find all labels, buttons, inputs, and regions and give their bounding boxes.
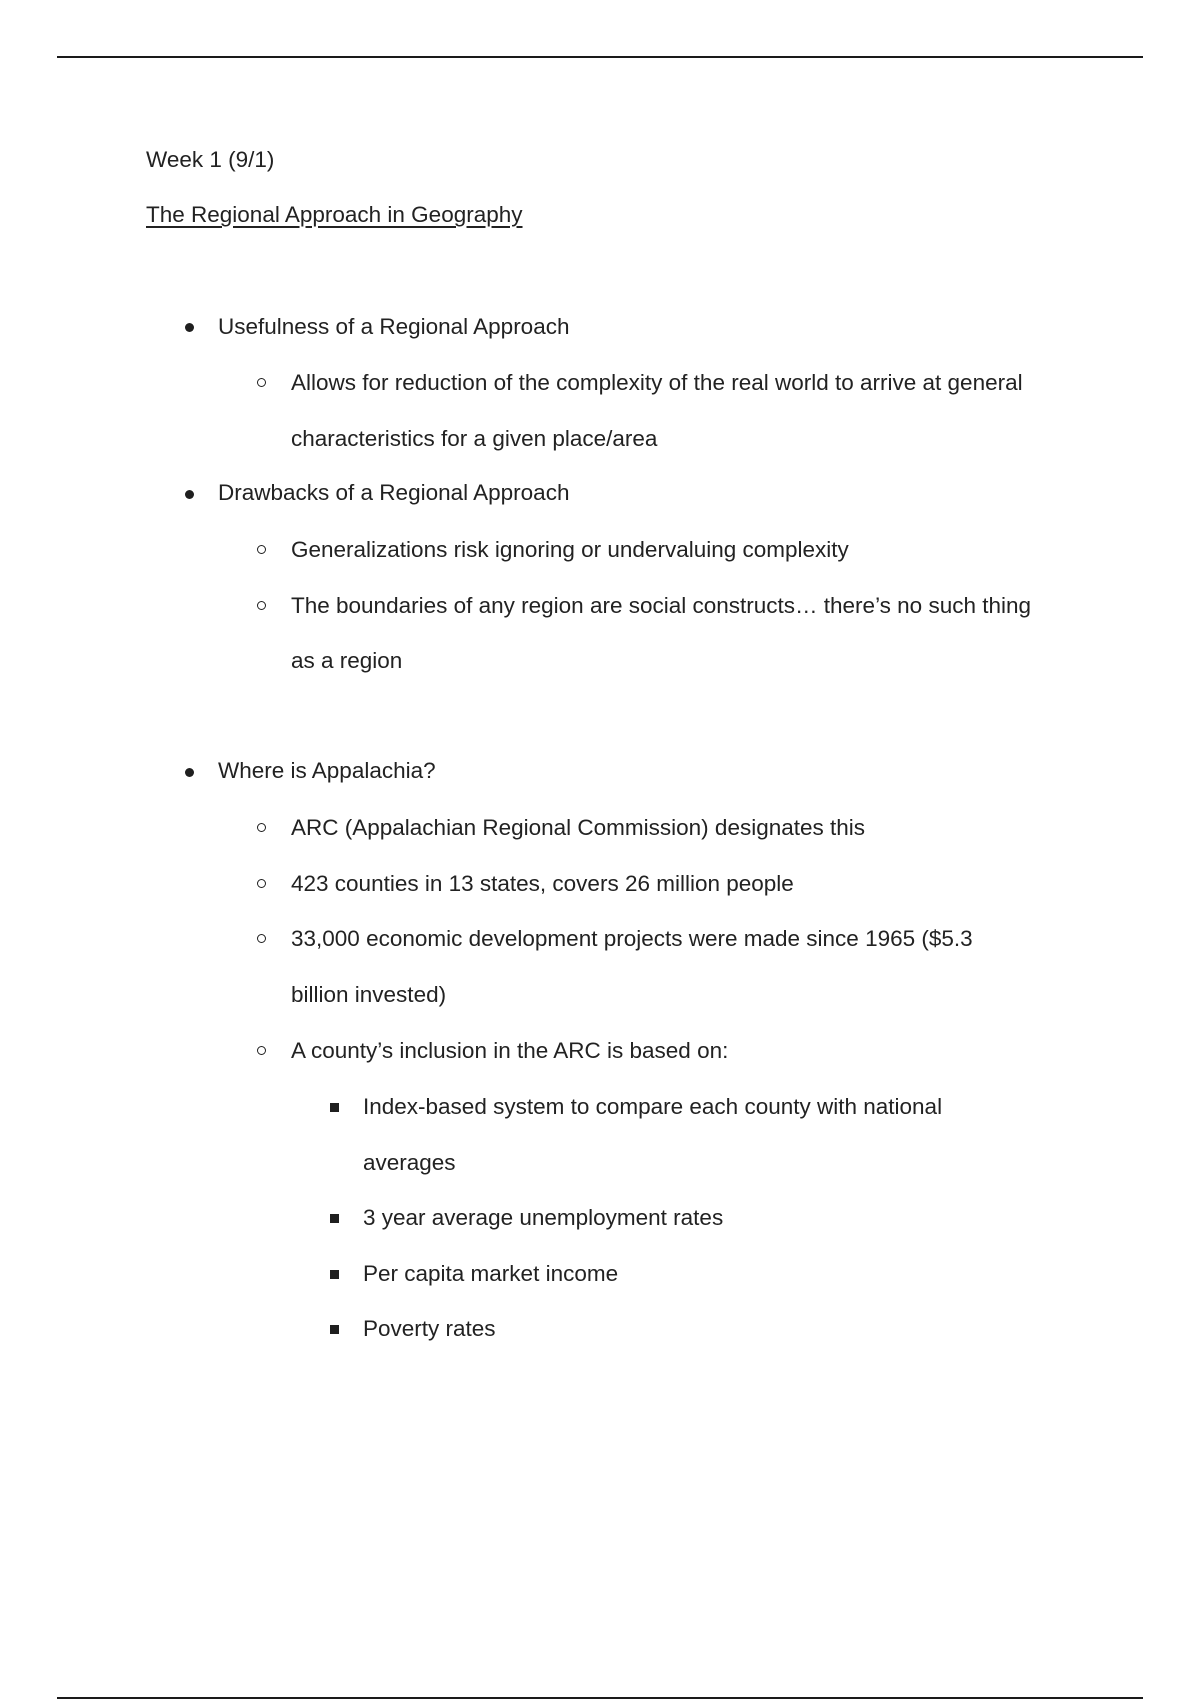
outline-item-drawbacks: Drawbacks of a Regional Approach [218, 480, 570, 505]
sub-item-line: Allows for reduction of the complexity of the real world to arrive at general [291, 370, 1023, 395]
sub-item-line: The boundaries of any region are social constructs… there’s no such thing [291, 593, 1032, 618]
top-rule [57, 56, 1143, 58]
sub-item-line: ARC (Appalachian Regional Commission) designates this [291, 815, 866, 840]
criteria-item-line: averages [363, 1150, 456, 1175]
sub-item-line: billion invested) [291, 982, 447, 1007]
page-title: The Regional Approach in Geography [146, 202, 523, 227]
filled-bullet-icon [185, 323, 194, 332]
hollow-bullet-icon [257, 879, 266, 888]
sub-item-line: Generalizations risk ignoring or undervaluing complexity [291, 537, 849, 562]
criteria-item-line: Poverty rates [363, 1316, 496, 1341]
sub-item-line: 33,000 economic development projects were made since 1965 ($5.3 [291, 926, 973, 951]
square-bullet-icon [330, 1103, 339, 1112]
square-bullet-icon [330, 1214, 339, 1223]
criteria-item-line: Index-based system to compare each county with national [363, 1094, 943, 1119]
filled-bullet-icon [185, 768, 194, 777]
hollow-bullet-icon [257, 823, 266, 832]
outline-item-usefulness: Usefulness of a Regional Approach [218, 314, 570, 339]
hollow-bullet-icon [257, 378, 266, 387]
outline-item-appalachia: Where is Appalachia? [218, 758, 436, 783]
criteria-item-line: 3 year average unemployment rates [363, 1205, 724, 1230]
sub-item-line: as a region [291, 648, 403, 673]
filled-bullet-icon [185, 490, 194, 499]
bottom-rule [57, 1697, 1143, 1699]
sub-item-line: A county’s inclusion in the ARC is based on: [291, 1038, 729, 1063]
square-bullet-icon [330, 1325, 339, 1334]
hollow-bullet-icon [257, 1046, 266, 1055]
hollow-bullet-icon [257, 545, 266, 554]
hollow-bullet-icon [257, 934, 266, 943]
sub-item-line: 423 counties in 13 states, covers 26 million people [291, 871, 794, 896]
square-bullet-icon [330, 1270, 339, 1279]
criteria-item-line: Per capita market income [363, 1261, 619, 1286]
hollow-bullet-icon [257, 601, 266, 610]
sub-item-line: characteristics for a given place/area [291, 426, 658, 451]
week-heading: Week 1 (9/1) [146, 147, 275, 172]
